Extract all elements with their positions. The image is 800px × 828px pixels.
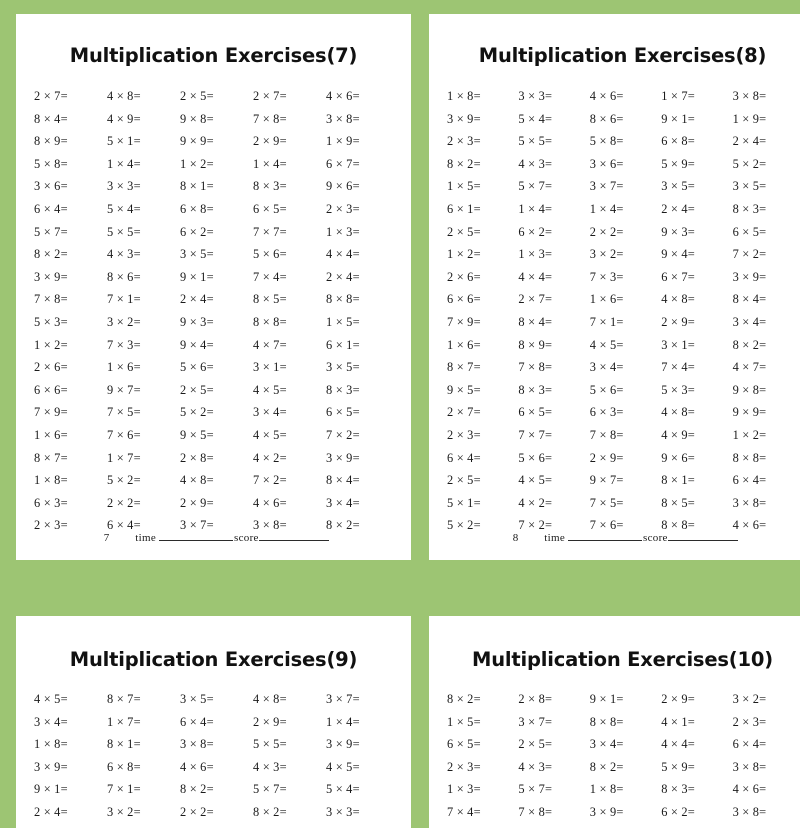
problem-cell: 7 × 8= (589, 427, 624, 442)
problem-cell: 3 × 7= (326, 692, 360, 706)
problem-cell: 7 × 8= (518, 360, 553, 375)
problem-cell: 8 × 7= (107, 692, 141, 706)
problem-cell: 2 × 3= (447, 759, 481, 774)
problem-cell: 5 × 9= (661, 759, 695, 774)
problem-cell: 3 × 2= (589, 247, 624, 262)
problem-cell: 1 × 4= (326, 714, 360, 729)
problem-cell: 8 × 3= (661, 782, 695, 797)
time-label-8: time (544, 532, 566, 544)
problem-cell: 6 × 5= (253, 201, 287, 216)
problem-cell: 5 × 7= (518, 782, 553, 797)
worksheet-content-8 (429, 14, 800, 560)
problem-cell: 1 × 3= (447, 782, 481, 797)
problem-cell: 6 × 5= (518, 405, 553, 420)
problem-cell: 6 × 1= (447, 201, 481, 216)
problem-cell: 8 × 3= (518, 382, 553, 397)
problem-cell: 2 × 4= (180, 292, 214, 307)
problem-cell: 1 × 2= (732, 427, 767, 442)
worksheet-title-9: Multiplication Exercises(9) (69, 648, 358, 671)
problem-cell: 7 × 8= (518, 804, 553, 819)
worksheet-card-7[interactable] (16, 14, 411, 560)
problem-cell: 8 × 8= (661, 518, 695, 533)
problem-cell: 8 × 7= (34, 450, 68, 465)
problem-cell: 2 × 5= (447, 473, 481, 488)
problem-cell: 5 × 4= (326, 782, 360, 797)
problem-cell: 3 × 2= (732, 692, 767, 706)
problem-cell: 6 × 2= (518, 224, 553, 239)
problem-cell: 8 × 1= (180, 179, 214, 194)
problem-cell: 3 × 9= (34, 759, 68, 774)
problem-grid-7 (16, 67, 411, 537)
problem-cell: 9 × 4= (661, 247, 695, 262)
problem-cell: 3 × 9= (34, 269, 68, 284)
problem-cell: 4 × 3= (518, 156, 553, 171)
time-answer-line-8[interactable] (568, 540, 642, 541)
problem-cell: 5 × 8= (589, 134, 624, 149)
problem-cell: 5 × 8= (34, 156, 68, 171)
problem-cell: 6 × 6= (447, 292, 481, 307)
problem-cell: 2 × 9= (253, 714, 287, 729)
problem-cell: 8 × 2= (34, 247, 68, 262)
problem-cell: 7 × 9= (447, 314, 481, 329)
problem-cell: 8 × 2= (447, 692, 481, 706)
problem-cell: 1 × 6= (34, 427, 68, 442)
score-label-8: score (643, 532, 668, 544)
problem-cell: 8 × 9= (518, 337, 553, 352)
problem-cell: 5 × 1= (447, 495, 481, 510)
problem-cell: 6 × 8= (661, 134, 695, 149)
problem-cell: 3 × 4= (326, 495, 360, 510)
problem-cell: 4 × 3= (107, 247, 141, 262)
problem-cell: 3 × 8= (732, 495, 767, 510)
problem-cell: 1 × 5= (447, 714, 481, 729)
problem-cell: 8 × 3= (732, 201, 767, 216)
problem-cell: 6 × 4= (180, 714, 214, 729)
problem-cell: 9 × 9= (180, 134, 214, 149)
problem-cell: 2 × 3= (447, 427, 481, 442)
problem-cell: 4 × 4= (661, 737, 695, 752)
problem-cell: 4 × 4= (518, 269, 553, 284)
problem-cell: 5 × 2= (180, 405, 214, 420)
problem-cell: 8 × 1= (661, 473, 695, 488)
worksheet-title-8: Multiplication Exercises(8) (478, 44, 767, 67)
problem-cell: 2 × 5= (180, 382, 214, 397)
problem-cell: 7 × 3= (107, 337, 141, 352)
problem-cell: 1 × 7= (107, 450, 141, 465)
problem-cell: 4 × 7= (732, 360, 767, 375)
problem-cell: 1 × 8= (34, 737, 68, 752)
problem-cell: 8 × 3= (326, 382, 360, 397)
problem-cell: 7 × 6= (107, 427, 141, 442)
problem-cell: 7 × 4= (661, 360, 695, 375)
problem-cell: 3 × 9= (326, 450, 360, 465)
problem-cell: 4 × 4= (326, 247, 360, 262)
problem-cell: 4 × 5= (253, 382, 287, 397)
problem-cell: 1 × 3= (326, 224, 360, 239)
problem-cell: 5 × 2= (447, 518, 481, 533)
problem-cell: 2 × 9= (661, 692, 695, 706)
problem-cell: 9 × 5= (180, 427, 214, 442)
problem-cell: 8 × 8= (326, 292, 360, 307)
problem-cell: 7 × 6= (589, 518, 624, 533)
score-label-7: score (234, 532, 259, 544)
problem-cell: 5 × 4= (518, 111, 553, 126)
problem-cell: 7 × 3= (589, 269, 624, 284)
problem-cell: 1 × 4= (253, 156, 287, 171)
problem-cell: 6 × 1= (326, 337, 360, 352)
problem-cell: 8 × 6= (589, 111, 624, 126)
problem-cell: 1 × 6= (589, 292, 624, 307)
problem-cell: 6 × 2= (661, 804, 695, 819)
problem-cell: 8 × 2= (180, 782, 214, 797)
problem-cell: 3 × 5= (180, 692, 214, 706)
problem-cell: 9 × 5= (447, 382, 481, 397)
problem-cell: 4 × 6= (253, 495, 287, 510)
problem-cell: 4 × 8= (180, 473, 214, 488)
worksheet-footer-8 (429, 532, 800, 544)
problem-cell: 1 × 8= (34, 473, 68, 488)
problem-cell: 6 × 4= (732, 473, 767, 488)
problem-cell: 6 × 4= (107, 518, 141, 533)
problem-cell: 5 × 7= (253, 782, 287, 797)
problem-cell: 7 × 2= (518, 518, 553, 533)
problem-cell: 5 × 4= (107, 201, 141, 216)
problem-cell: 2 × 9= (661, 314, 695, 329)
problem-cell: 2 × 4= (34, 804, 68, 819)
worksheet-card-8[interactable] (429, 14, 800, 560)
problem-cell: 7 × 9= (34, 405, 68, 420)
problem-cell: 2 × 7= (447, 405, 481, 420)
time-answer-line-7[interactable] (159, 540, 233, 541)
problem-cell: 1 × 7= (661, 89, 695, 103)
problem-cell: 3 × 6= (34, 179, 68, 194)
problem-cell: 3 × 4= (34, 714, 68, 729)
problem-cell: 8 × 8= (253, 314, 287, 329)
problem-cell: 3 × 8= (732, 804, 767, 819)
problem-cell: 7 × 4= (447, 804, 481, 819)
problem-cell: 1 × 2= (34, 337, 68, 352)
problem-cell: 2 × 7= (34, 89, 68, 103)
problem-cell: 5 × 3= (34, 314, 68, 329)
problem-cell: 6 × 8= (107, 759, 141, 774)
worksheet-card-10[interactable] (429, 616, 800, 828)
problem-cell: 8 × 1= (107, 737, 141, 752)
problem-cell: 8 × 5= (661, 495, 695, 510)
problem-cell: 9 × 4= (180, 337, 214, 352)
problem-cell: 3 × 4= (589, 360, 624, 375)
problem-cell: 5 × 2= (732, 156, 767, 171)
problem-cell: 4 × 5= (253, 427, 287, 442)
problem-cell: 1 × 5= (326, 314, 360, 329)
problem-cell: 3 × 7= (180, 518, 214, 533)
problem-cell: 9 × 8= (732, 382, 767, 397)
problem-cell: 3 × 5= (326, 360, 360, 375)
problem-cell: 2 × 8= (518, 692, 553, 706)
problem-cell: 8 × 8= (589, 714, 624, 729)
worksheet-content-9 (16, 616, 411, 828)
problem-cell: 3 × 1= (661, 337, 695, 352)
problem-cell: 5 × 6= (180, 360, 214, 375)
problem-grid-9 (16, 671, 411, 824)
problem-cell: 3 × 3= (107, 179, 141, 194)
problem-cell: 7 × 8= (253, 111, 287, 126)
problem-cell: 9 × 8= (180, 111, 214, 126)
problem-cell: 3 × 8= (253, 518, 287, 533)
problem-cell: 2 × 7= (518, 292, 553, 307)
problem-cell: 1 × 4= (107, 156, 141, 171)
problem-cell: 3 × 4= (732, 314, 767, 329)
problem-cell: 3 × 8= (732, 759, 767, 774)
problem-cell: 7 × 7= (518, 427, 553, 442)
problem-cell: 7 × 2= (253, 473, 287, 488)
problem-cell: 2 × 6= (447, 269, 481, 284)
worksheet-title-7: Multiplication Exercises(7) (69, 44, 358, 67)
problem-cell: 4 × 8= (661, 292, 695, 307)
problem-cell: 2 × 5= (518, 737, 553, 752)
problem-cell: 5 × 1= (107, 134, 141, 149)
problem-cell: 3 × 9= (732, 269, 767, 284)
problem-cell: 6 × 5= (326, 405, 360, 420)
problem-cell: 3 × 5= (732, 179, 767, 194)
time-label-7: time (135, 532, 157, 544)
problem-cell: 9 × 1= (661, 111, 695, 126)
problem-cell: 1 × 9= (732, 111, 767, 126)
problem-cell: 5 × 2= (107, 473, 141, 488)
problem-cell: 5 × 6= (589, 382, 624, 397)
problem-cell: 3 × 7= (589, 179, 624, 194)
worksheet-content-10 (429, 616, 800, 828)
problem-cell: 3 × 5= (661, 179, 695, 194)
problem-cell: 4 × 5= (326, 759, 360, 774)
problem-cell: 7 × 1= (107, 292, 141, 307)
problem-cell: 6 × 6= (34, 382, 68, 397)
problem-cell: 2 × 5= (180, 89, 214, 103)
problem-cell: 6 × 3= (589, 405, 624, 420)
problem-cell: 6 × 5= (447, 737, 481, 752)
problem-cell: 2 × 2= (589, 224, 624, 239)
problem-cell: 2 × 3= (326, 201, 360, 216)
problem-cell: 9 × 7= (589, 473, 624, 488)
problem-cell: 9 × 3= (661, 224, 695, 239)
problem-cell: 4 × 6= (180, 759, 214, 774)
problem-cell: 3 × 8= (180, 737, 214, 752)
problem-cell: 4 × 3= (253, 759, 287, 774)
problem-cell: 4 × 1= (661, 714, 695, 729)
problem-cell: 2 × 4= (326, 269, 360, 284)
problem-cell: 2 × 7= (253, 89, 287, 103)
problem-cell: 6 × 5= (732, 224, 767, 239)
problem-cell: 3 × 3= (518, 89, 553, 103)
problem-cell: 7 × 5= (589, 495, 624, 510)
problem-cell: 1 × 8= (589, 782, 624, 797)
problem-cell: 9 × 6= (326, 179, 360, 194)
problem-cell: 9 × 3= (180, 314, 214, 329)
problem-cell: 9 × 1= (180, 269, 214, 284)
problem-cell: 5 × 3= (661, 382, 695, 397)
worksheet-footer-7 (16, 532, 411, 544)
problem-cell: 9 × 1= (589, 692, 624, 706)
problem-cell: 8 × 5= (253, 292, 287, 307)
problem-cell: 6 × 2= (180, 224, 214, 239)
problem-cell: 8 × 4= (732, 292, 767, 307)
problem-cell: 1 × 2= (180, 156, 214, 171)
problem-cell: 8 × 4= (518, 314, 553, 329)
problem-cell: 2 × 2= (180, 804, 214, 819)
problem-cell: 1 × 6= (447, 337, 481, 352)
problem-cell: 4 × 6= (589, 89, 624, 103)
problem-cell: 3 × 2= (107, 804, 141, 819)
problem-cell: 8 × 2= (326, 518, 360, 533)
problem-cell: 7 × 8= (34, 292, 68, 307)
page-number-8: 8 (512, 532, 519, 544)
problem-cell: 5 × 6= (253, 247, 287, 262)
problem-cell: 8 × 3= (253, 179, 287, 194)
worksheet-content-7 (16, 14, 411, 560)
problem-cell: 5 × 5= (253, 737, 287, 752)
score-answer-line-8[interactable] (668, 540, 738, 541)
problem-cell: 3 × 8= (326, 111, 360, 126)
problem-cell: 6 × 4= (732, 737, 767, 752)
problem-cell: 4 × 6= (732, 782, 767, 797)
problem-cell: 5 × 7= (34, 224, 68, 239)
problem-cell: 7 × 7= (253, 224, 287, 239)
problem-cell: 1 × 6= (107, 360, 141, 375)
problem-cell: 4 × 8= (253, 692, 287, 706)
problem-cell: 3 × 9= (447, 111, 481, 126)
problem-cell: 4 × 5= (518, 473, 553, 488)
problem-cell: 1 × 8= (447, 89, 481, 103)
problem-cell: 5 × 9= (661, 156, 695, 171)
problem-cell: 4 × 5= (589, 337, 624, 352)
problem-cell: 6 × 7= (661, 269, 695, 284)
problem-cell: 4 × 8= (661, 405, 695, 420)
worksheet-card-9[interactable] (16, 616, 411, 828)
problem-cell: 1 × 5= (447, 179, 481, 194)
problem-cell: 8 × 2= (732, 337, 767, 352)
problem-cell: 8 × 4= (326, 473, 360, 488)
problem-cell: 3 × 1= (253, 360, 287, 375)
problem-cell: 6 × 3= (34, 495, 68, 510)
problem-cell: 5 × 7= (518, 179, 553, 194)
problem-cell: 8 × 9= (34, 134, 68, 149)
problem-cell: 7 × 5= (107, 405, 141, 420)
problem-cell: 9 × 7= (107, 382, 141, 397)
problem-cell: 7 × 4= (253, 269, 287, 284)
problem-cell: 7 × 2= (326, 427, 360, 442)
problem-cell: 4 × 8= (107, 89, 141, 103)
problem-grid-8 (429, 67, 800, 537)
problem-cell: 3 × 5= (180, 247, 214, 262)
problem-cell: 9 × 9= (732, 405, 767, 420)
problem-cell: 3 × 7= (518, 714, 553, 729)
problem-cell: 3 × 2= (107, 314, 141, 329)
problem-cell: 6 × 4= (447, 450, 481, 465)
problem-cell: 1 × 7= (107, 714, 141, 729)
problem-cell: 8 × 2= (589, 759, 624, 774)
problem-cell: 3 × 4= (253, 405, 287, 420)
problem-cell: 1 × 3= (518, 247, 553, 262)
problem-grid-10 (429, 671, 800, 824)
problem-cell: 6 × 4= (34, 201, 68, 216)
problem-cell: 3 × 6= (589, 156, 624, 171)
problem-cell: 2 × 4= (732, 134, 767, 149)
problem-cell: 2 × 3= (732, 714, 767, 729)
problem-cell: 2 × 6= (34, 360, 68, 375)
problem-cell: 5 × 6= (518, 450, 553, 465)
problem-cell: 4 × 2= (518, 495, 553, 510)
problem-cell: 5 × 5= (107, 224, 141, 239)
problem-cell: 1 × 2= (447, 247, 481, 262)
problem-cell: 3 × 4= (589, 737, 624, 752)
problem-cell: 4 × 6= (326, 89, 360, 103)
problem-cell: 9 × 1= (34, 782, 68, 797)
problem-cell: 2 × 9= (180, 495, 214, 510)
problem-cell: 3 × 9= (589, 804, 624, 819)
problem-cell: 8 × 6= (107, 269, 141, 284)
problem-cell: 8 × 2= (447, 156, 481, 171)
problem-cell: 2 × 2= (107, 495, 141, 510)
score-answer-line-7[interactable] (259, 540, 329, 541)
problem-cell: 2 × 8= (180, 450, 214, 465)
problem-cell: 8 × 4= (34, 111, 68, 126)
problem-cell: 3 × 3= (326, 804, 360, 819)
problem-cell: 4 × 5= (34, 692, 68, 706)
worksheet-title-10: Multiplication Exercises(10) (472, 648, 773, 671)
problem-cell: 8 × 7= (447, 360, 481, 375)
problem-cell: 6 × 7= (326, 156, 360, 171)
problem-cell: 9 × 6= (661, 450, 695, 465)
problem-cell: 5 × 5= (518, 134, 553, 149)
problem-cell: 7 × 1= (589, 314, 624, 329)
problem-cell: 3 × 9= (326, 737, 360, 752)
problem-cell: 1 × 4= (518, 201, 553, 216)
problem-cell: 2 × 9= (589, 450, 624, 465)
problem-cell: 7 × 1= (107, 782, 141, 797)
problem-cell: 2 × 5= (447, 224, 481, 239)
problem-cell: 8 × 8= (732, 450, 767, 465)
problem-cell: 3 × 8= (732, 89, 767, 103)
problem-cell: 2 × 3= (34, 518, 68, 533)
problem-cell: 4 × 3= (518, 759, 553, 774)
problem-cell: 2 × 3= (447, 134, 481, 149)
problem-cell: 4 × 6= (732, 518, 767, 533)
problem-cell: 4 × 9= (107, 111, 141, 126)
page-number-7: 7 (103, 532, 110, 544)
problem-cell: 4 × 7= (253, 337, 287, 352)
problem-cell: 1 × 4= (589, 201, 624, 216)
problem-cell: 8 × 2= (253, 804, 287, 819)
problem-cell: 6 × 8= (180, 201, 214, 216)
problem-cell: 4 × 9= (661, 427, 695, 442)
problem-cell: 7 × 2= (732, 247, 767, 262)
problem-cell: 1 × 9= (326, 134, 360, 149)
problem-cell: 2 × 4= (661, 201, 695, 216)
problem-cell: 2 × 9= (253, 134, 287, 149)
problem-cell: 4 × 2= (253, 450, 287, 465)
